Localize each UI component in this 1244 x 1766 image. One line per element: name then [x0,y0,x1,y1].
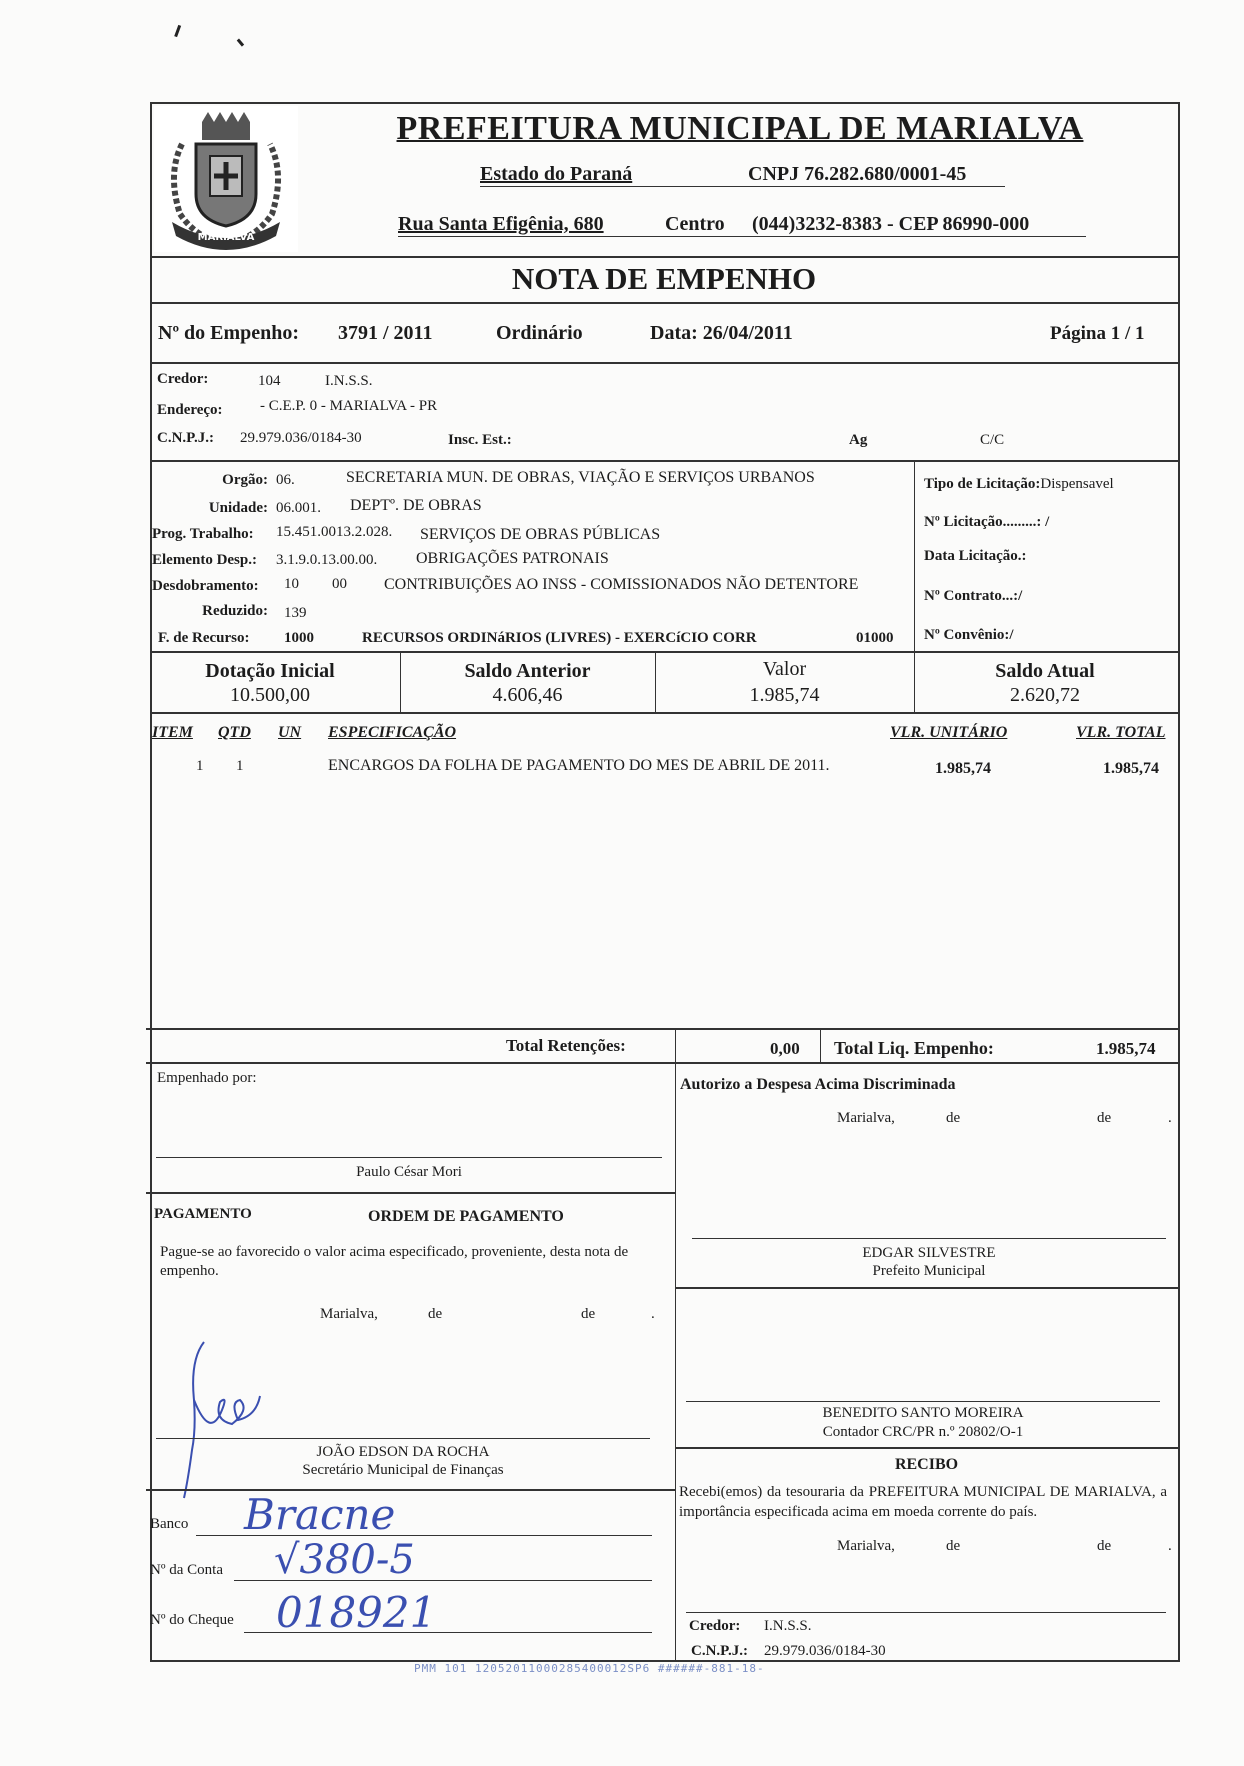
liq-empenho-label: Total Liq. Empenho: [834,1038,994,1058]
divider [146,1192,675,1194]
ordem-pagamento-label: ORDEM DE PAGAMENTO [368,1208,564,1225]
contador-name: BENEDITO SANTO MOREIRA [822,1405,1024,1421]
recurso-code: 1000 [284,630,314,646]
reduzido-value: 139 [284,605,307,621]
empenhado-label: Empenhado por: [157,1070,257,1086]
elemento-code: 3.1.9.0.13.00.00. [276,552,378,568]
dotacao-label: Dotação Inicial [205,660,335,682]
liq-empenho-value: 1.985,74 [1096,1039,1156,1058]
credor-cnpj-label: C.N.P.J.: [157,430,214,446]
divider [820,1028,821,1062]
secretario-role: Secretário Municipal de Finanças [302,1462,504,1478]
divider [146,1489,675,1491]
divider [150,651,1178,653]
header-state-underline [480,186,1005,187]
divider [146,1028,1178,1030]
recibo-credor-value: I.N.S.S. [764,1618,812,1634]
divider [675,1028,676,1062]
rec-de1: de [946,1538,961,1554]
rec-dot: . [1168,1538,1172,1554]
aut-de2: de [1097,1110,1112,1126]
orgao-code: 06. [276,472,295,488]
col-vlr-unitario: VLR. UNITÁRIO [890,724,1008,741]
orgao-label: Orgão: [222,472,268,488]
unidade-code: 06.001. [276,500,321,516]
recurso-label: F. de Recurso: [158,630,250,646]
data-licitacao: Data Licitação.: [924,548,1027,564]
tipo-licitacao-label [924,476,1114,493]
numero-contrato: Nº Contrato...:/ [924,588,1023,604]
rec-place: Marialva, [837,1538,895,1554]
empenho-number: 3791 / 2011 [338,322,433,344]
saldo-atual-value: 2.620,72 [1010,684,1080,706]
aut-dot: . [1168,1110,1172,1126]
desdobramento-code1: 10 [284,576,299,592]
svg-text:MARIALVA: MARIALVA [197,232,255,243]
saldo-atual-label: Saldo Atual [995,660,1095,682]
credor-label: Credor: [157,371,209,387]
pague-text: Pague-se ao favorecido o valor acima especificado, proveniente, desta nota de empenho. [160,1244,629,1279]
divider [150,460,1178,462]
divider [675,1447,1178,1449]
recurso-desc: RECURSOS ORDINáRIOS (LIVRES) - EXERCíCIO CORR [362,630,757,646]
recibo-label: RECIBO [894,1456,959,1473]
reduzido-label: Reduzido: [202,603,268,619]
divider [146,1062,1178,1064]
dotacao-value: 10.500,00 [230,684,310,706]
numero-licitacao: Nº Licitação.........: / [924,514,1050,530]
col-item: ITEM [152,724,193,741]
empenhado-name: Paulo César Mori [356,1164,462,1180]
recurso-code2: 01000 [856,630,894,646]
col-qtd: QTD [218,724,251,741]
desdobramento-label: Desdobramento: [152,578,259,594]
pag-de1: de [428,1306,443,1322]
scan-mark [237,33,251,46]
insc-label: Insc. Est.: [448,432,512,448]
divider [150,256,1178,258]
credor-code: 104 [258,373,281,389]
signature-line [686,1401,1160,1402]
desdobramento-desc: CONTRIBUIÇÕES AO INSS - COMISSIONADOS NÃO DETENTORE [384,576,859,593]
row-item: 1 [196,758,204,774]
empenho-label: Nº do Empenho: [158,322,300,344]
signature-line [686,1612,1166,1613]
tipo-licitacao-value: Dispensavel [1040,476,1114,492]
row-especificacao: ENCARGOS DA FOLHA DE PAGAMENTO DO MES DE ABRIL DE 2011. [328,757,830,774]
credor-name: I.N.S.S. [325,373,373,389]
aut-de1: de [946,1110,961,1126]
ag-label: Ag [849,432,868,448]
col-especificacao: ESPECIFICAÇÃO [328,724,457,741]
prog-desc: SERVIÇOS DE OBRAS PÚBLICAS [420,526,661,543]
empenho-type: Ordinário [496,322,583,344]
recibo-cnpj-label: C.N.P.J.: [691,1643,748,1659]
divider [150,362,1178,364]
cc-label: C/C [980,432,1005,448]
autorizo-label: Autorizo a Despesa Acima Discriminada [680,1076,956,1093]
tipo-licitacao-label-text: Tipo de Licitação: [924,476,1041,492]
signature-line [156,1157,662,1158]
doc-title: NOTA DE EMPENHO [511,261,817,296]
row-qtd: 1 [236,758,244,774]
endereco-value: - C.E.P. 0 - MARIALVA - PR [260,398,438,414]
header-cnpj: CNPJ 76.282.680/0001-45 [748,163,967,185]
empenho-date: Data: 26/04/2011 [650,322,793,344]
divider [150,712,1178,714]
pag-place: Marialva, [320,1306,378,1322]
page-number: Página 1 / 1 [1050,323,1145,344]
col-vlr-total: VLR. TOTAL [1076,724,1166,741]
prog-label: Prog. Trabalho: [152,526,254,542]
divider [675,1287,1178,1289]
banco-label: Banco [150,1516,189,1532]
unidade-label: Unidade: [208,500,268,516]
header-address: Rua Santa Efigênia, 680 [398,213,604,235]
orgao-desc: SECRETARIA MUN. DE OBRAS, VIAÇÃO E SERVIÇOS URBANOS [346,469,815,486]
cheque-handwritten: 018921 [276,1588,437,1637]
retencoes-value: 0,00 [770,1039,800,1058]
header-address-underline [398,236,1086,237]
cheque-label: Nº do Cheque [150,1612,234,1628]
prog-code: 15.451.0013.2.028. [276,524,393,540]
signature-line [156,1438,650,1439]
desdobramento-code2: 00 [332,576,347,592]
pagamento-label: PAGAMENTO [154,1206,252,1222]
divider [675,1062,676,1660]
header-district: Centro [665,213,725,235]
conta-label: Nº da Conta [150,1562,223,1578]
secretario-name: JOÃO EDSON DA ROCHA [316,1444,490,1460]
header-state: Estado do Paraná [480,163,633,185]
elemento-label: Elemento Desp.: [152,552,257,568]
valor-value: 1.985,74 [749,684,820,706]
scan-mark [174,25,187,39]
header-phone: (044)3232-8383 - CEP 86990-000 [752,213,1030,235]
row-vlr-total: 1.985,74 [1103,760,1159,777]
prefeito-name: EDGAR SILVESTRE [862,1245,996,1261]
numero-convenio: Nº Convênio:/ [924,627,1014,643]
credor-cnpj-value: 29.979.036/0184-30 [240,430,362,446]
pag-dot: . [651,1306,655,1322]
aut-place: Marialva, [837,1110,895,1126]
divider [914,461,915,651]
valor-label: Valor [762,658,807,680]
banco-handwritten: Bracne [244,1490,396,1539]
recibo-credor-label: Credor: [689,1618,741,1634]
saldo-anterior-label: Saldo Anterior [464,660,591,682]
recibo-text: Recebi(emos) da tesouraria da PREFEITURA MUNICIPAL DE MARIALVA, a importância especificada acima em moeda corrente do país. [679,1484,1167,1520]
elemento-desc: OBRIGAÇÕES PATRONAIS [416,550,609,567]
retencoes-label: Total Retenções: [506,1036,626,1055]
contador-role: Contador CRC/PR n.º 20802/O-1 [822,1424,1024,1440]
divider [150,302,1178,304]
footer-stamp: PMM 101 12052011000285400012SP6 ######-881-18- [414,1662,765,1675]
header-title: PREFEITURA MUNICIPAL DE MARIALVA [396,110,1084,147]
municipal-seal [152,104,300,254]
rec-de2: de [1097,1538,1112,1554]
unidade-desc: DEPTº. DE OBRAS [350,497,482,514]
signature-line [692,1238,1166,1239]
endereco-label: Endereço: [157,402,223,418]
recibo-cnpj-value: 29.979.036/0184-30 [764,1643,886,1659]
col-un: UN [278,724,302,741]
pag-de2: de [581,1306,596,1322]
saldo-anterior-value: 4.606,46 [492,684,563,706]
conta-handwritten: √380-5 [274,1537,415,1583]
row-vlr-unitario: 1.985,74 [935,760,991,777]
prefeito-role: Prefeito Municipal [872,1263,986,1279]
